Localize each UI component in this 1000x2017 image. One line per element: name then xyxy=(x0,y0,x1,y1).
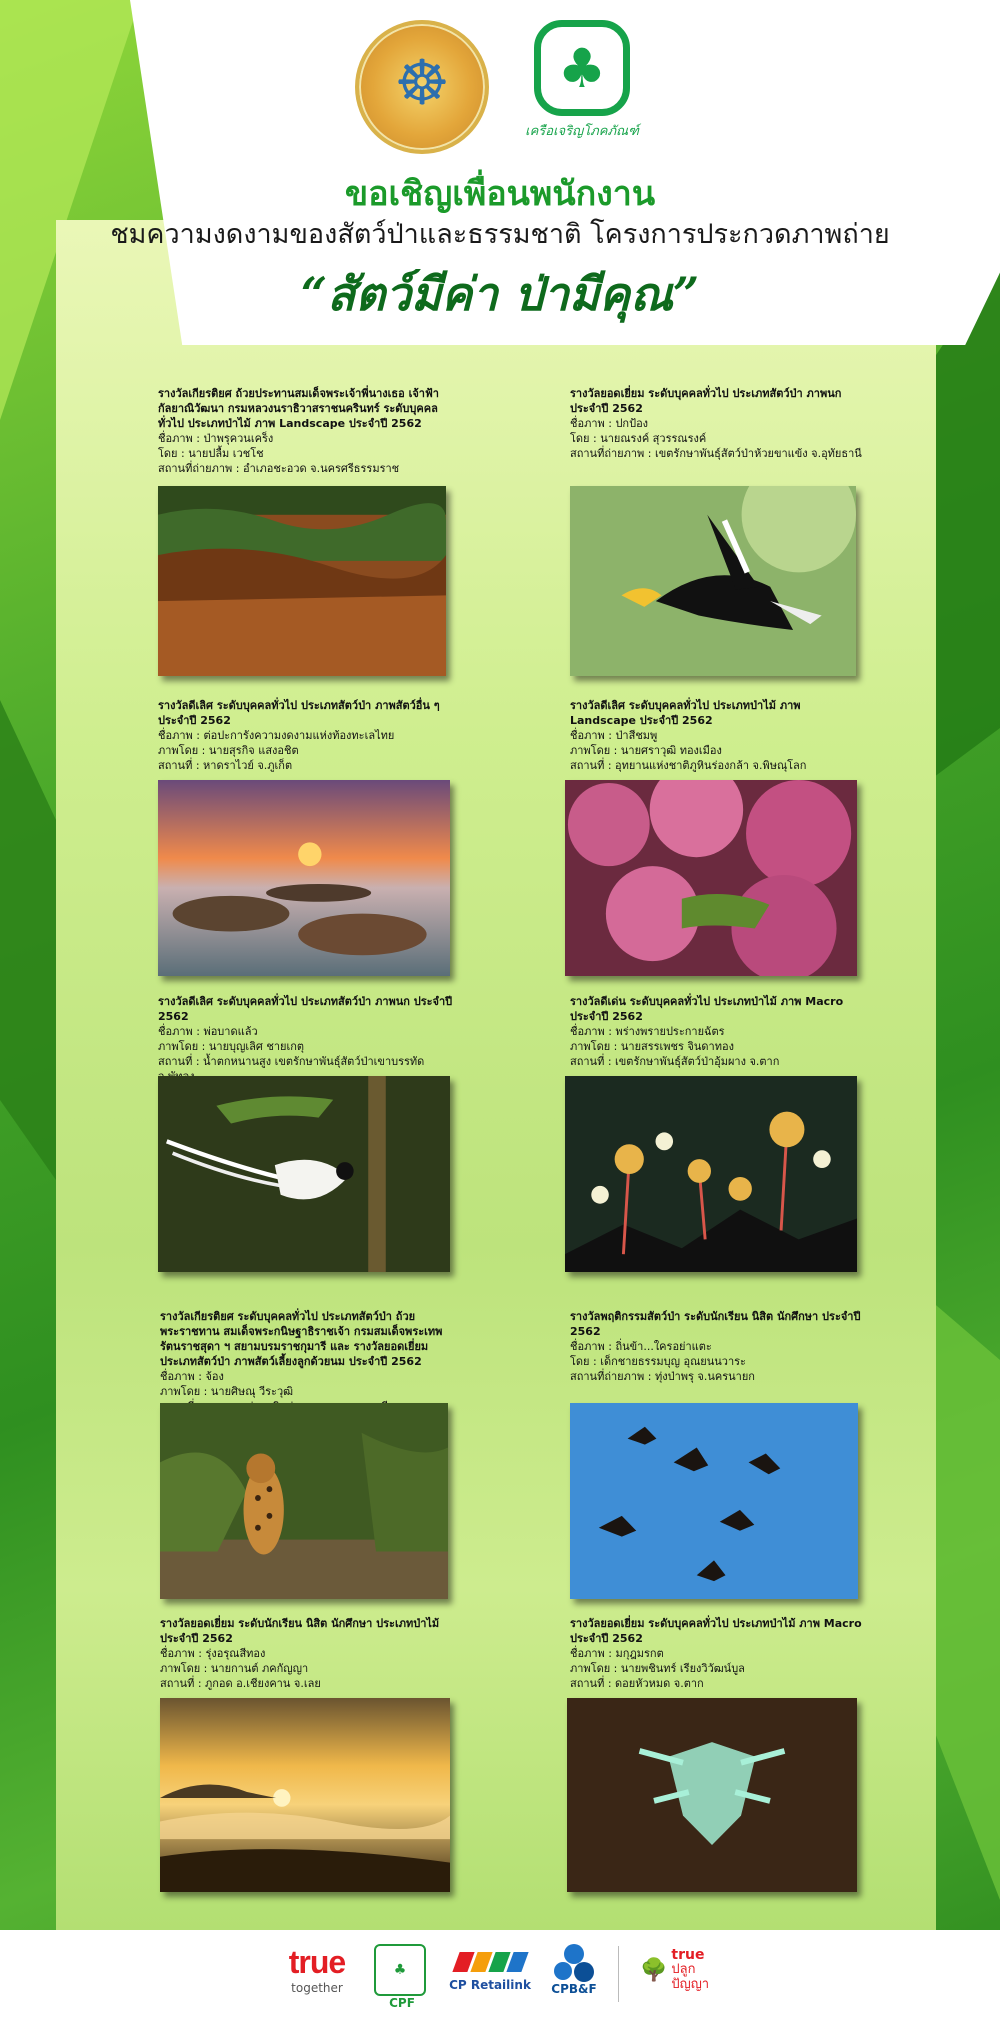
award-title: รางวัลดีเลิศ ระดับบุคคลทั่วไป ประเภทสัตว์ป่า ภาพสัตว์อื่น ๆ ประจำปี 2562 xyxy=(158,699,440,727)
award-entry xyxy=(158,698,458,773)
photo-location: สถานที่ : หาดราไวย์ จ.ภูเก็ต xyxy=(158,759,293,772)
cpf-leaf-icon: ♣ xyxy=(374,1944,426,1996)
photographer: ภาพโดย : นายบุญเลิศ ชายเกตุ xyxy=(158,1040,305,1053)
retail-bars-icon xyxy=(448,1952,532,1972)
award-caption xyxy=(158,994,458,1084)
cpbf-drops-icon xyxy=(552,1944,596,1982)
photo-name: ชื่อภาพ : ป่าสีชมพู xyxy=(570,729,658,742)
photographer: โดย : เด็กชายธรรมบุญ อุณยนนวาระ xyxy=(570,1355,746,1368)
photographer: ภาพโดย : นายศิษณุ วีระวุฒิ xyxy=(160,1385,294,1398)
award-title: รางวัลดีเด่น ระดับบุคคลทั่วไป ประเภทป่าไม้ ภาพ Macro ประจำปี 2562 xyxy=(570,995,844,1023)
award-caption xyxy=(158,386,458,476)
award-entry xyxy=(570,386,870,461)
campaign-slogan: “สัตว์มีค่า ป่ามีคุณ” xyxy=(300,267,700,321)
photo-name: ชื่อภาพ : ปกป้อง xyxy=(570,417,649,430)
photographer: ภาพโดย : นายกานต์ ภคกัญญา xyxy=(160,1662,309,1675)
award-entry xyxy=(158,994,458,1084)
award-caption xyxy=(570,994,870,1069)
background-shard xyxy=(930,1300,1000,1900)
dnp-seal-icon xyxy=(355,20,489,154)
award-entry xyxy=(570,698,870,773)
photographer: ภาพโดย : นายพชินทร์ เรียงวิวัฒน์บูล xyxy=(570,1662,745,1675)
award-photo xyxy=(160,1403,448,1599)
award-title: รางวัลยอดเยี่ยม ระดับนักเรียน นิสิต นักศึกษา ประเภทป่าไม้ ประจำปี 2562 xyxy=(160,1617,440,1645)
award-photo xyxy=(565,780,857,976)
photographer: ภาพโดย : นายศราวุฒิ ทองเมือง xyxy=(570,744,722,757)
photo-name: ชื่อภาพ : รุ่งอรุณสีทอง xyxy=(160,1647,266,1660)
award-photo xyxy=(570,1403,858,1599)
award-caption xyxy=(570,698,870,773)
cp-group-logo xyxy=(519,20,645,154)
award-entry xyxy=(570,994,870,1069)
photo-location: สถานที่ถ่ายภาพ : เขตรักษาพันธุ์สัตว์ป่าห้วยขาแข้ง จ.อุทัยธานี xyxy=(570,447,862,460)
award-title: รางวัลดีเลิศ ระดับบุคคลทั่วไป ประเภทป่าไม้ ภาพ Landscape ประจำปี 2562 xyxy=(570,699,801,727)
cp-retailink-logo: CP Retailink xyxy=(448,1952,532,1992)
award-photo xyxy=(567,1698,857,1892)
photo-location: สถานที่ : ภูกอด อ.เชียงคาน จ.เลย xyxy=(160,1677,321,1690)
tree-icon: 🌳 xyxy=(640,1957,668,1983)
true-logo: true together xyxy=(288,1944,346,1995)
cpbf-logo: CPB&F xyxy=(544,1944,604,1996)
photo-name: ชื่อภาพ : ต่อปะการังความงดงามแห่งท้องทะเลไทย xyxy=(158,729,395,742)
award-caption xyxy=(570,1309,870,1384)
award-caption xyxy=(570,386,870,461)
award-title: รางวัลยอดเยี่ยม ระดับบุคคลทั่วไป ประเภทสัตว์ป่า ภาพนก ประจำปี 2562 xyxy=(570,387,842,415)
award-caption xyxy=(160,1309,460,1414)
award-photo xyxy=(158,486,446,676)
award-caption xyxy=(158,698,458,773)
true-plookpanya-logo: 🌳 true ปลูกปัญญา xyxy=(640,1947,710,1992)
photo-name: ชื่อภาพ : จ้อง xyxy=(160,1370,224,1383)
footer-divider xyxy=(618,1946,619,2002)
header-logos xyxy=(0,20,1000,154)
award-photo xyxy=(158,780,450,976)
award-photo xyxy=(570,486,856,676)
photo-location: สถานที่ : ดอยหัวหมด จ.ตาก xyxy=(570,1677,704,1690)
award-title: รางวัลดีเลิศ ระดับบุคคลทั่วไป ประเภทสัตว์ป่า ภาพนก ประจำปี 2562 xyxy=(158,995,453,1023)
award-title: รางวัลเกียรติยศ ถ้วยประทานสมเด็จพระเจ้าพี่นางเธอ เจ้าฟ้ากัลยาณิวัฒนา กรมหลวงนราธิวาสราชนครินทร์ ระดับบุคคลทั่วไป ประเภทป่าไม้ ภาพ Landscape ประจำปี 2562 xyxy=(158,387,439,430)
photo-location: สถานที่ถ่ายภาพ : ทุ่งป่าพรุ จ.นครนายก xyxy=(570,1370,755,1383)
photo-name: ชื่อภาพ : ป่าพรุควนเคร็ง xyxy=(158,432,274,445)
photo-name: ชื่อภาพ : พ่อบาดแล้ว xyxy=(158,1025,258,1038)
award-entry xyxy=(160,1616,460,1691)
award-entry xyxy=(570,1309,870,1384)
photo-name: ชื่อภาพ : ถิ่นข้า...ใครอย่าแตะ xyxy=(570,1340,712,1353)
project-subtitle: ชมความงดงามของสัตว์ป่าและธรรมชาติ โครงการประกวดภาพถ่าย xyxy=(110,219,890,250)
award-title: รางวัลพฤติกรรมสัตว์ป่า ระดับนักเรียน นิสิต นักศึกษา ประจำปี 2562 xyxy=(570,1310,861,1338)
photographer: โดย : นายณรงค์ สุวรรณรงค์ xyxy=(570,432,707,445)
award-photo xyxy=(565,1076,857,1272)
photographer: ภาพโดย : นายสุรกิจ แสงอชิต xyxy=(158,744,299,757)
award-title: รางวัลเกียรติยศ ระดับบุคคลทั่วไป ประเภทสัตว์ป่า ถ้วยพระราชทาน สมเด็จพระกนิษฐาธิราชเจ้า กรมสมเด็จพระเทพรัตนราชสุดา ฯ สยามบรมราชกุมารี และ รางวัลยอดเยี่ยม ประเภทสัตว์ป่า ภาพสัตว์เลี้ยงลูกด้วยนม ประจำปี 2562 xyxy=(160,1310,443,1368)
award-entry xyxy=(160,1309,460,1414)
award-photo xyxy=(158,1076,450,1272)
sponsor-footer xyxy=(0,1930,1000,2017)
photo-location: สถานที่ : อุทยานแห่งชาติภูหินร่องกล้า จ.พิษณุโลก xyxy=(570,759,807,772)
photographer: ภาพโดย : นายสรรเพชร จินดาทอง xyxy=(570,1040,734,1053)
invite-title: ขอเชิญเพื่อนพนักงาน xyxy=(344,174,656,214)
photo-name: ชื่อภาพ : มกุฎมรกต xyxy=(570,1647,664,1660)
photo-name: ชื่อภาพ : พร่างพรายประกายฉัตร xyxy=(570,1025,725,1038)
award-caption xyxy=(160,1616,460,1691)
cp-leaf-icon: ♣ xyxy=(534,20,630,116)
award-title: รางวัลยอดเยี่ยม ระดับบุคคลทั่วไป ประเภทป่าไม้ ภาพ Macro ประจำปี 2562 xyxy=(570,1617,862,1645)
award-caption xyxy=(570,1616,870,1691)
photographer: โดย : นายปลื้ม เวชโช xyxy=(158,447,264,460)
cp-tagline: เครือเจริญโภคภัณฑ์ xyxy=(525,124,639,139)
award-entry xyxy=(158,386,458,476)
photo-location: สถานที่ : น้ำตกหนานสูง เขตรักษาพันธุ์สัตว์ป่าเขาบรรทัด xyxy=(158,1055,425,1068)
award-photo xyxy=(160,1698,450,1892)
cpf-logo: ♣ CPF xyxy=(374,1944,430,2010)
award-entry xyxy=(570,1616,870,1691)
photo-location: สถานที่ : เขตรักษาพันธุ์สัตว์ป่าอุ้มผาง จ.ตาก xyxy=(570,1055,780,1068)
photo-location: สถานที่ถ่ายภาพ : อำเภอชะอวด จ.นครศรีธรรมราช xyxy=(158,462,400,475)
